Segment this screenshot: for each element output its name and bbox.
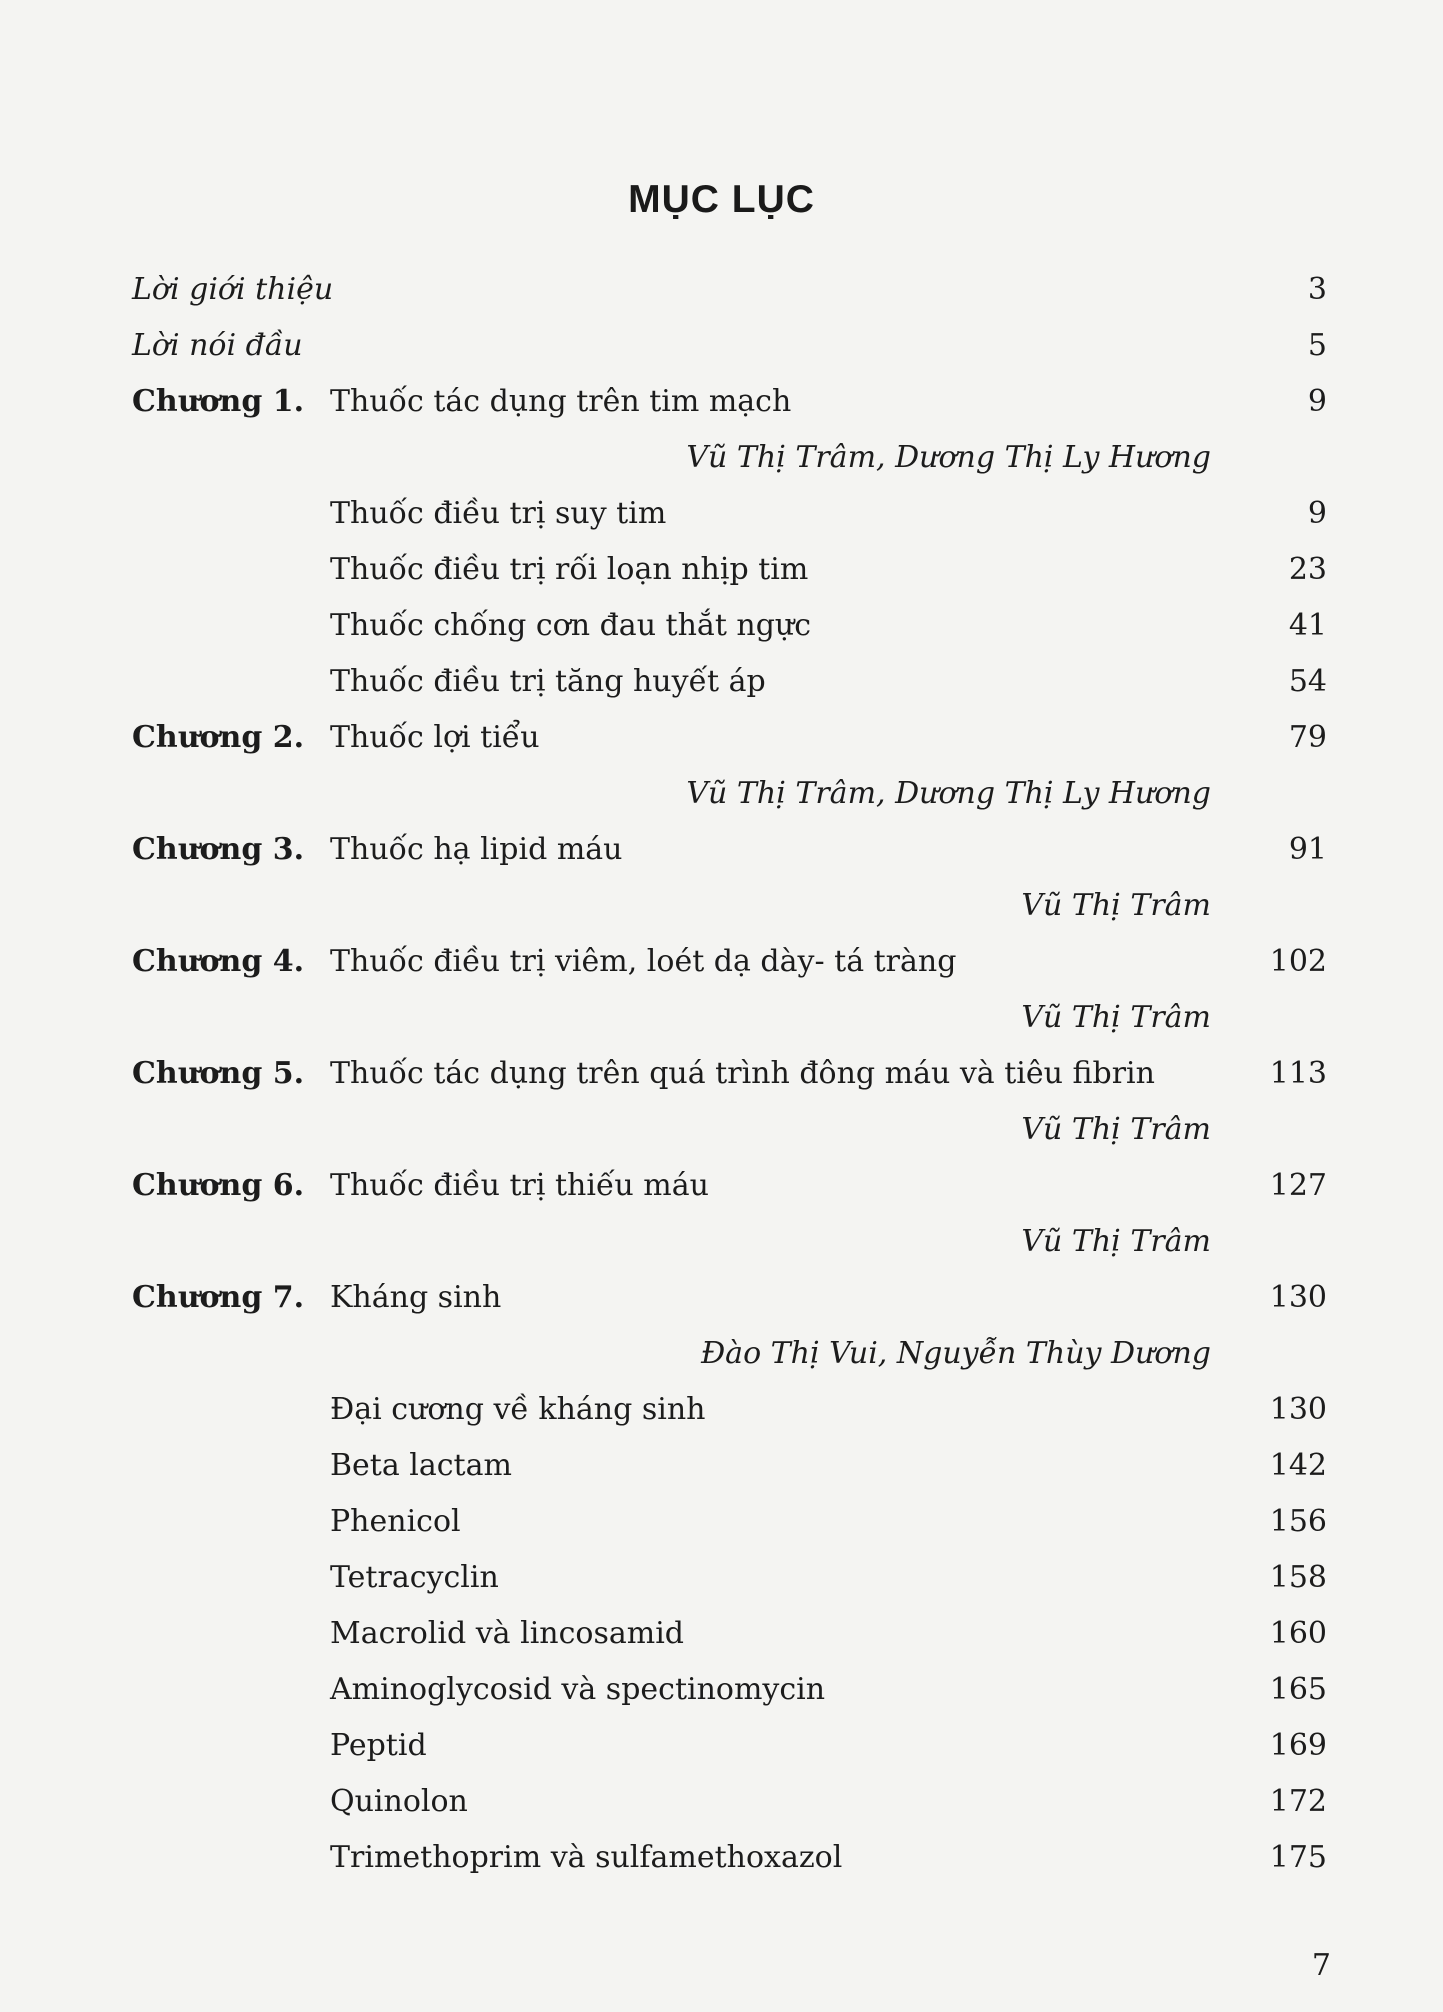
entry-title: Tetracyclin (330, 1560, 499, 1595)
toc-entry-section (0, 490, 1443, 538)
entry-page-number: 9 (1307, 384, 1327, 419)
entry-title: Kháng sinh (330, 1280, 502, 1315)
entry-title: Thuốc điều trị viêm, loét dạ dày- tá tràng (330, 944, 957, 979)
entry-page-number: 142 (1269, 1448, 1327, 1483)
toc-entry-section (0, 1554, 1443, 1602)
entry-title: Thuốc hạ lipid máu (330, 832, 623, 867)
entry-title: Quinolon (330, 1784, 468, 1819)
toc-entry-chapter (0, 1162, 1443, 1210)
toc-entry-section (0, 1834, 1443, 1882)
entry-title: Beta lactam (330, 1448, 512, 1483)
chapter-label: Chương 1. (132, 384, 305, 419)
entry-page-number: 165 (1269, 1672, 1327, 1707)
entry-page-number: 3 (1307, 272, 1327, 307)
entry-page-number: 175 (1269, 1840, 1327, 1875)
page-title: MỤC LỤC (628, 178, 815, 221)
entry-title: Lời nói đầu (132, 328, 303, 363)
chapter-label: Chương 4. (132, 944, 305, 979)
entry-title: Trimethoprim và sulfamethoxazol (330, 1840, 843, 1875)
author-names: Vũ Thị Trâm (1021, 1112, 1211, 1147)
entry-title: Thuốc điều trị thiếu máu (330, 1168, 709, 1203)
entry-title: Lời giới thiệu (132, 272, 334, 307)
entry-title: Thuốc điều trị suy tim (330, 496, 667, 531)
chapter-label: Chương 3. (132, 832, 305, 867)
toc-entry-intro (0, 322, 1443, 370)
author-names: Vũ Thị Trâm, Dương Thị Ly Hương (686, 440, 1211, 475)
author-names: Vũ Thị Trâm (1021, 888, 1211, 923)
chapter-label: Chương 6. (132, 1168, 305, 1203)
toc-entry-section (0, 1722, 1443, 1770)
chapter-label: Chương 5. (132, 1056, 305, 1091)
entry-title: Phenicol (330, 1504, 461, 1539)
entry-page-number: 127 (1269, 1168, 1327, 1203)
toc-entry-chapter (0, 826, 1443, 874)
entry-page-number: 102 (1269, 944, 1327, 979)
entry-title: Thuốc chống cơn đau thắt ngực (330, 608, 812, 643)
toc-entry-section (0, 1666, 1443, 1714)
entry-page-number: 9 (1307, 496, 1327, 531)
toc-entry-author (0, 994, 1443, 1042)
entry-title: Thuốc điều trị tăng huyết áp (330, 664, 766, 699)
entry-title: Thuốc tác dụng trên quá trình đông máu và tiêu fibrin (330, 1056, 1155, 1091)
toc-entry-chapter (0, 714, 1443, 762)
entry-title: Aminoglycosid và spectinomycin (330, 1672, 826, 1707)
toc-entry-intro (0, 266, 1443, 314)
entry-title: Thuốc tác dụng trên tim mạch (330, 384, 792, 419)
entry-title: Peptid (330, 1728, 427, 1763)
entry-page-number: 158 (1269, 1560, 1327, 1595)
entry-title: Macrolid và lincosamid (330, 1616, 685, 1651)
chapter-label: Chương 7. (132, 1280, 305, 1315)
entry-page-number: 23 (1288, 552, 1327, 587)
toc-entry-section (0, 1442, 1443, 1490)
toc-entry-author (0, 770, 1443, 818)
toc-entry-author (0, 1218, 1443, 1266)
entry-page-number: 113 (1269, 1056, 1327, 1091)
toc-entry-author (0, 434, 1443, 482)
toc-entry-chapter (0, 1274, 1443, 1322)
author-names: Vũ Thị Trâm, Dương Thị Ly Hương (686, 776, 1211, 811)
toc-entry-section (0, 1778, 1443, 1826)
toc-entry-section (0, 1498, 1443, 1546)
toc-entry-author (0, 882, 1443, 930)
toc-entry-author (0, 1106, 1443, 1154)
toc-entry-section (0, 1386, 1443, 1434)
entry-page-number: 169 (1269, 1728, 1327, 1763)
toc-entry-section (0, 658, 1443, 706)
author-names: Vũ Thị Trâm (1021, 1224, 1211, 1259)
entry-title: Thuốc lợi tiểu (330, 720, 540, 755)
author-names: Đào Thị Vui, Nguyễn Thùy Dương (700, 1336, 1211, 1371)
entry-page-number: 54 (1288, 664, 1327, 699)
chapter-label: Chương 2. (132, 720, 305, 755)
entry-title: Thuốc điều trị rối loạn nhịp tim (330, 552, 809, 587)
toc-entry-author (0, 1330, 1443, 1378)
entry-page-number: 172 (1269, 1784, 1327, 1819)
entry-page-number: 91 (1288, 832, 1327, 867)
entry-page-number: 41 (1288, 608, 1327, 643)
entry-page-number: 160 (1269, 1616, 1327, 1651)
entry-page-number: 156 (1269, 1504, 1327, 1539)
toc-entry-section (0, 602, 1443, 650)
toc-entry-section (0, 546, 1443, 594)
toc-entry-chapter (0, 1050, 1443, 1098)
toc-entry-chapter (0, 378, 1443, 426)
author-names: Vũ Thị Trâm (1021, 1000, 1211, 1035)
entry-title: Đại cương về kháng sinh (330, 1392, 706, 1427)
toc-entry-section (0, 1610, 1443, 1658)
entry-page-number: 5 (1307, 328, 1327, 363)
entry-page-number: 130 (1269, 1392, 1327, 1427)
entry-page-number: 130 (1269, 1280, 1327, 1315)
entry-page-number: 79 (1288, 720, 1327, 755)
toc-entry-chapter (0, 938, 1443, 986)
page-number: 7 (1311, 1948, 1331, 1983)
